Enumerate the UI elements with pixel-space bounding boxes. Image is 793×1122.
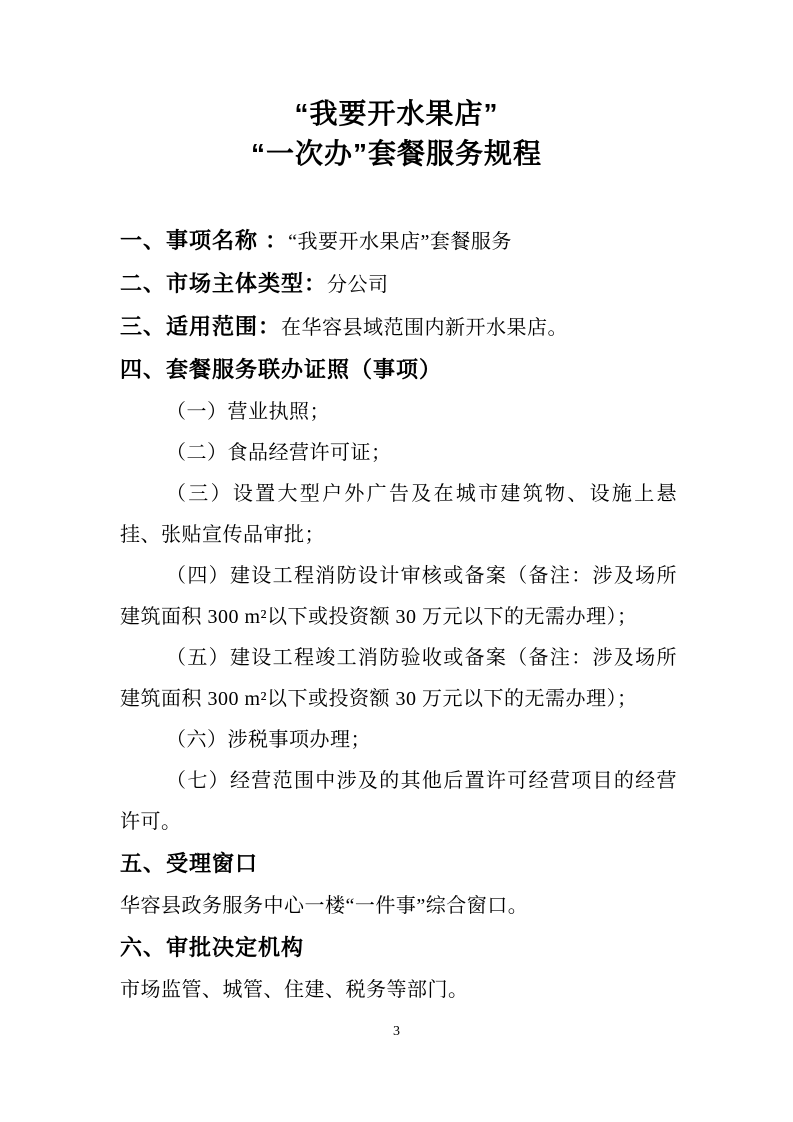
section-scope-text: 在华容县域范围内新开水果店。 — [281, 317, 569, 339]
section-entity-type — [120, 263, 677, 306]
license-item-4: （四）建设工程消防设计审核或备案（备注：涉及场所建筑面积 300 m²以下或投资额 30 万元以下的无需办理）； — [120, 565, 677, 628]
section-licenses-heading — [120, 349, 677, 392]
section-window-text: 华容县政务服务中心一楼“一件事”综合窗口。 — [120, 895, 529, 917]
license-item-5: （五）建设工程竣工消防验收或备案（备注：涉及场所建筑面积 300 m²以下或投资额 30 万元以下的无需办理）； — [120, 647, 677, 710]
license-item-7: （七）经营范围中涉及的其他后置许可经营项目的经营许可。 — [120, 770, 677, 833]
license-item-6: （六）涉税事项办理； — [166, 729, 371, 751]
section-item-name-label: 一、事项名称 ： — [120, 228, 289, 253]
document-title — [0, 0, 793, 174]
section-entity-type-label: 二、市场主体类型： — [120, 271, 328, 296]
section-item-name — [120, 220, 677, 263]
section-item-name-text: “我要开水果店”套餐服务 — [288, 231, 512, 253]
section-window-heading-label: 五、受理窗口 — [120, 851, 259, 876]
section-authority-heading — [120, 927, 677, 970]
section-window-heading — [120, 843, 677, 886]
title-line-1: “我要开水果店” — [294, 98, 499, 129]
title-line-2: “一次办”套餐服务规程 — [250, 138, 542, 169]
section-scope-label: 三、适用范围： — [120, 314, 282, 339]
license-item-2: （二）食品经营许可证； — [166, 442, 392, 464]
section-scope — [120, 306, 677, 349]
document-body — [120, 220, 677, 1011]
page-number: 3 — [393, 1024, 400, 1039]
section-authority-text: 市场监管、城管、住建、税务等部门。 — [120, 979, 469, 1001]
license-item-1: （一）营业执照； — [166, 401, 330, 423]
license-item-3: （三）设置大型户外广告及在城市建筑物、设施上悬挂、张贴宣传品审批； — [120, 483, 677, 546]
section-licenses-heading-label: 四、套餐服务联办证照（事项） — [120, 357, 443, 382]
section-authority-heading-label: 六、审批决定机构 — [120, 935, 305, 960]
section-entity-type-text: 分公司 — [327, 274, 389, 296]
